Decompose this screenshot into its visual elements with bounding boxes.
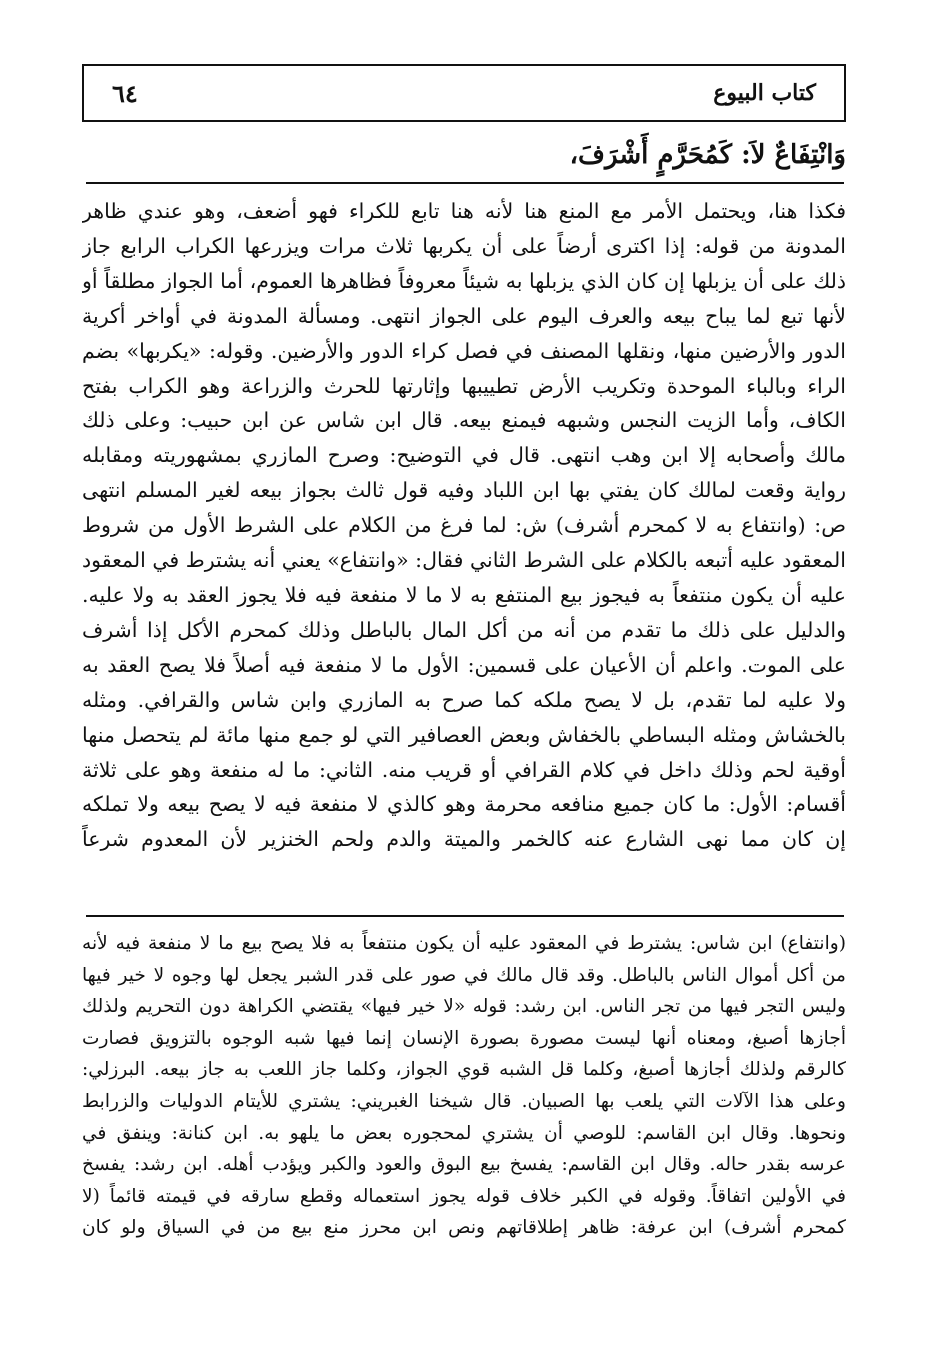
body-line: المعقود عليه أتبعه بالكلام على الشرط الثاني فقال: «وانتفاع» يعني أنه يشترط في المعقود: [82, 548, 846, 573]
body-line: أوقية لحم وذلك داخل في كلام القرافي أو قريب منه. الثاني: ما له منفعة وهو على ثلاثة: [82, 757, 846, 782]
body-line: الكاف، وأما الزيت النجس وشبهه فيمنع بيعه. قال ابن شاس عن ابن حبيب: وعلى ذلك: [82, 408, 846, 433]
page-header: [82, 64, 846, 122]
note-line: من أكل أموال الناس بالباطل. وقد قال مالك في صور على قدر الشبر يجعل لها وجوه لا خير فيها: [82, 964, 846, 986]
body-line: والدليل على ذلك ما تقدم من أنه من أكل المال بالباطل وذلك كمحرم الأكل إذا أشرف: [82, 617, 846, 642]
note-line: عرسه بقدر حاله. وقال ابن القاسم: يفسخ بيع البوق والعود والكبر ويؤدب أهله. ابن رشد: يفسخ: [82, 1154, 846, 1176]
note-line: (وانتفاع) ابن شاس: يشترط في المعقود عليه أن يكون منتفعاً به فلا يصح بيع ما لا منفعة فيه لأنه: [82, 933, 846, 954]
note-line: وعلى هذا الآلات التي يلعب بها الصبيان. قال شيخنا الغبريني: يشتري للأيتام الدوليات والزرابط: [82, 1090, 846, 1112]
body-line: رواية وقعت لمالك كان يفتي بها ابن اللباد وفيه قول ثالث بجواز بيعه لغير المسلم انتهى: [82, 478, 846, 503]
note-line: وليس التجر فيها من تجر الناس. ابن رشد: قوله «لا خير فيها» يقتضي الكراهة دون التحريم ولذلك: [82, 996, 846, 1018]
note-line: كمحرم أشرف) ابن عرفة: ظاهر إطلاقاتهم ونص ابن محرز منع بيع من في السياق ولو كان: [82, 1217, 846, 1239]
body-line: الدور والأرضين منها، ونقلها المصنف في فصل كراء الدور والأرضين. وقوله: «يكربها» بضم: [82, 338, 846, 363]
footnotes: [82, 928, 846, 1244]
matn-divider: [86, 182, 844, 184]
body-line: على الموت. واعلم أن الأعيان على قسمين: الأول ما لا منفعة فيه أصلاً فلا يصح العقد به: [82, 652, 846, 677]
body-line: إن كان مما نهى الشارع عنه كالخمر والميتة والدم ولحم الخنزير لأن المعدوم شرعاً: [82, 827, 846, 852]
body-line: ص: (وانتفاع به لا كمحرم أشرف) ش: لما فرغ من الكلام على الشرط الأول من شروط: [82, 513, 846, 538]
footnote-divider: [86, 915, 844, 917]
body-line: المدونة من قوله: إذا اكترى أرضاً على أن يكربها ثلاث مرات ويزرعها الكراب الرابع جاز: [82, 233, 846, 258]
body-line: عليه أن يكون منتفعاً به فيجوز بيع المنتفع به لا ما لا منفعة فيه فلا يجوز العقد به ولا عليه.: [82, 582, 846, 607]
body-line: بالخشاش ومثله البساطي بالخفاش وبعض العصافير التي لو جمع منها مائة لم يتحصل منها: [82, 722, 846, 747]
body-line: الراء وبالباء الموحدة وتكريب الأرض تطييبها وإثارتها للحرث والزراعة وهو الكراب بفتح: [82, 373, 846, 398]
body-line: ذلك على أن يزبلها إن كان الذي يزبلها به شيئاً معروفاً فظاهرها العموم، أما الجواز مطلقاً أو: [82, 268, 846, 293]
note-line: أجازها أصبغ، ومعناه أنها ليست مصورة بصورة الإنسان إنما فيها شبه الوجوه بالتزويق فصارت: [82, 1027, 846, 1049]
note-line: كالرقم ولذلك أجازها أصبغ، وكلما قل الشبه قوي الجواز، وكلما جاز اللعب به جاز بيعه. البرزلي:: [82, 1059, 846, 1081]
matn-text: وَانْتِفَاعٌ لاَ: كَمُحَرَّمٍ أَشْرَفَ،: [569, 140, 846, 170]
chapter-title: كتاب البيوع: [713, 80, 816, 106]
note-line: في الأولين اتفاقاً. وقوله في الكبر خلاف قوله يجوز استعماله وقطع سارقه في قيمته قائماً (لا: [82, 1185, 846, 1207]
body-line: أقسام: الأول: ما كان جميع منافعه محرمة وهو كالذي لا منفعة فيه لا يصح بيعه ولا تملكه: [82, 792, 846, 817]
commentary-body: [82, 194, 846, 857]
page-number: ٦٤: [112, 78, 138, 108]
note-line: ونحوها. وقال ابن القاسم: للوصي أن يشتري لمحجوره بعض ما يلهو به. ابن كنانة: وينفق في: [82, 1122, 846, 1144]
body-line: فكذا هنا، ويحتمل الأمر مع المنع هنا لأنه هنا تابع للكراء فهو أضعف، وهو عندي ظاهر: [82, 199, 846, 223]
body-line: ولا عليه لما تقدم، بل لا يصح ملكه كما صرح به المازري وابن شاس والقرافي. ومثله: [82, 687, 846, 712]
body-line: لأنها تبع لما يباح بيعه والعرف اليوم على الجواز انتهى. ومسألة المدونة في أواخر أكرية: [82, 303, 846, 328]
body-line: مالك وأصحابه إلا ابن وهب انتهى. قال في التوضيح: وصرح المازري بمشهوريته ومقابله: [82, 443, 846, 468]
